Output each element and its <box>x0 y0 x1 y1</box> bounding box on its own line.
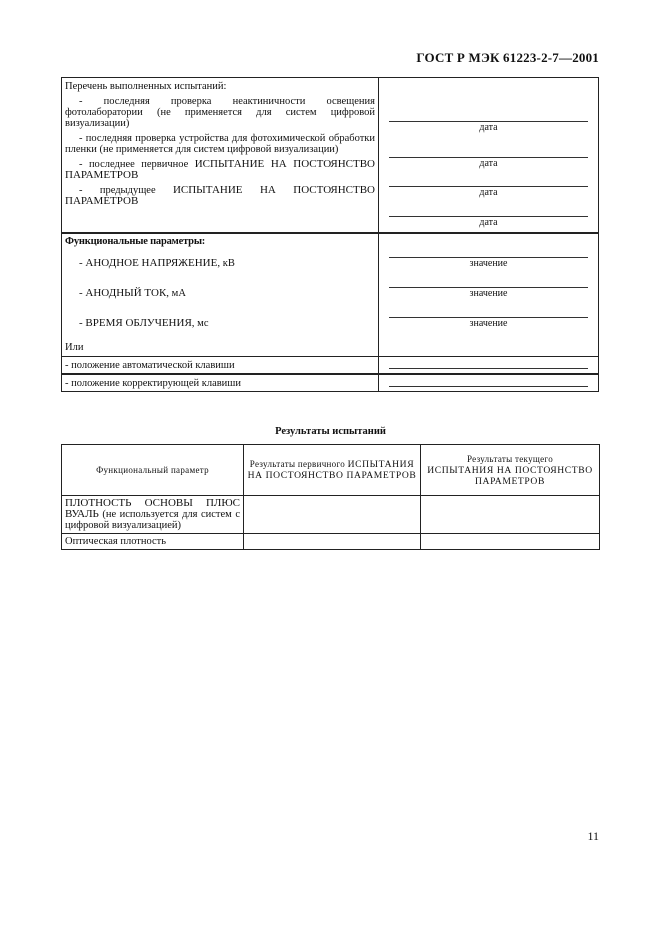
row-base-fog-label: ПЛОТНОСТЬ ОСНОВЫ ПЛЮС ВУАЛЬ (не используется для систем с цифровой визуализацией) <box>62 496 244 534</box>
cell-base-fog-current[interactable] <box>421 496 600 534</box>
value-field-anode-voltage[interactable]: значение <box>389 257 588 269</box>
correction-key-label: - положение корректирующей клавиши <box>62 375 379 391</box>
page-number: 11 <box>587 829 599 843</box>
correction-key-field[interactable] <box>389 386 588 387</box>
date-field-processor[interactable]: дата <box>389 157 588 169</box>
date-field-last-initial[interactable]: дата <box>389 186 588 198</box>
auto-key-field[interactable] <box>389 368 588 369</box>
cell-optical-density-initial[interactable] <box>244 534 421 550</box>
col-initial-results: Результаты первичного ИСПЫТАНИЯ НА ПОСТОЯНСТВО ПАРАМЕТРОВ <box>244 445 421 496</box>
params-heading: Функциональные параметры: <box>65 236 206 247</box>
auto-key-label: - положение автоматической клавиши <box>62 357 379 373</box>
value-field-exposure-time[interactable]: значение <box>389 317 588 329</box>
test-record-form <box>61 77 599 392</box>
results-table <box>61 444 600 550</box>
results-title: Результаты испытаний <box>275 426 386 437</box>
col-current-results: Результаты текущего ИСПЫТАНИЯ НА ПОСТОЯНСТВО ПАРАМЕТРОВ <box>421 445 600 496</box>
correction-key-row <box>62 373 598 391</box>
param-anode-voltage: - АНОДНОЕ НАПРЯЖЕНИЕ, кВ <box>79 257 235 269</box>
tests-performed-section <box>62 78 598 232</box>
functional-params-section <box>62 232 598 356</box>
document-header: ГОСТ Р МЭК 61223-2-7—2001 <box>416 50 599 65</box>
or-label: Или <box>65 342 84 353</box>
date-field-previous[interactable]: дата <box>389 216 588 228</box>
test-item-processor: - последняя проверка устройства для фотохимической обработки пленки (не применяется для систем цифровой визуализации) <box>65 133 375 155</box>
auto-key-row <box>62 356 598 373</box>
table-row <box>62 496 600 534</box>
test-item-last-initial: - последнее первичное ИСПЫТАНИЕ НА ПОСТОЯНСТВО ПАРАМЕТРОВ <box>65 158 375 181</box>
test-item-previous: - предыдущее ИСПЫТАНИЕ НА ПОСТОЯНСТВО ПАРАМЕТРОВ <box>65 184 375 207</box>
row-optical-density-label: Оптическая плотность <box>62 534 244 550</box>
test-item-darkroom: - последняя проверка неактиничности освещения фотолаборатории (не применяется для систем цифровой визуализации) <box>65 96 375 129</box>
table-row <box>62 534 600 550</box>
date-field-darkroom[interactable]: дата <box>389 121 588 133</box>
cell-base-fog-initial[interactable] <box>244 496 421 534</box>
cell-optical-density-current[interactable] <box>421 534 600 550</box>
value-field-anode-current[interactable]: значение <box>389 287 588 299</box>
results-header-row <box>62 445 600 496</box>
col-functional-param: Функциональный параметр <box>62 445 244 496</box>
param-anode-current: - АНОДНЫЙ ТОК, мА <box>79 287 186 299</box>
param-exposure-time: - ВРЕМЯ ОБЛУЧЕНИЯ, мс <box>79 317 209 329</box>
tests-heading: Перечень выполненных испытаний: <box>65 81 227 92</box>
